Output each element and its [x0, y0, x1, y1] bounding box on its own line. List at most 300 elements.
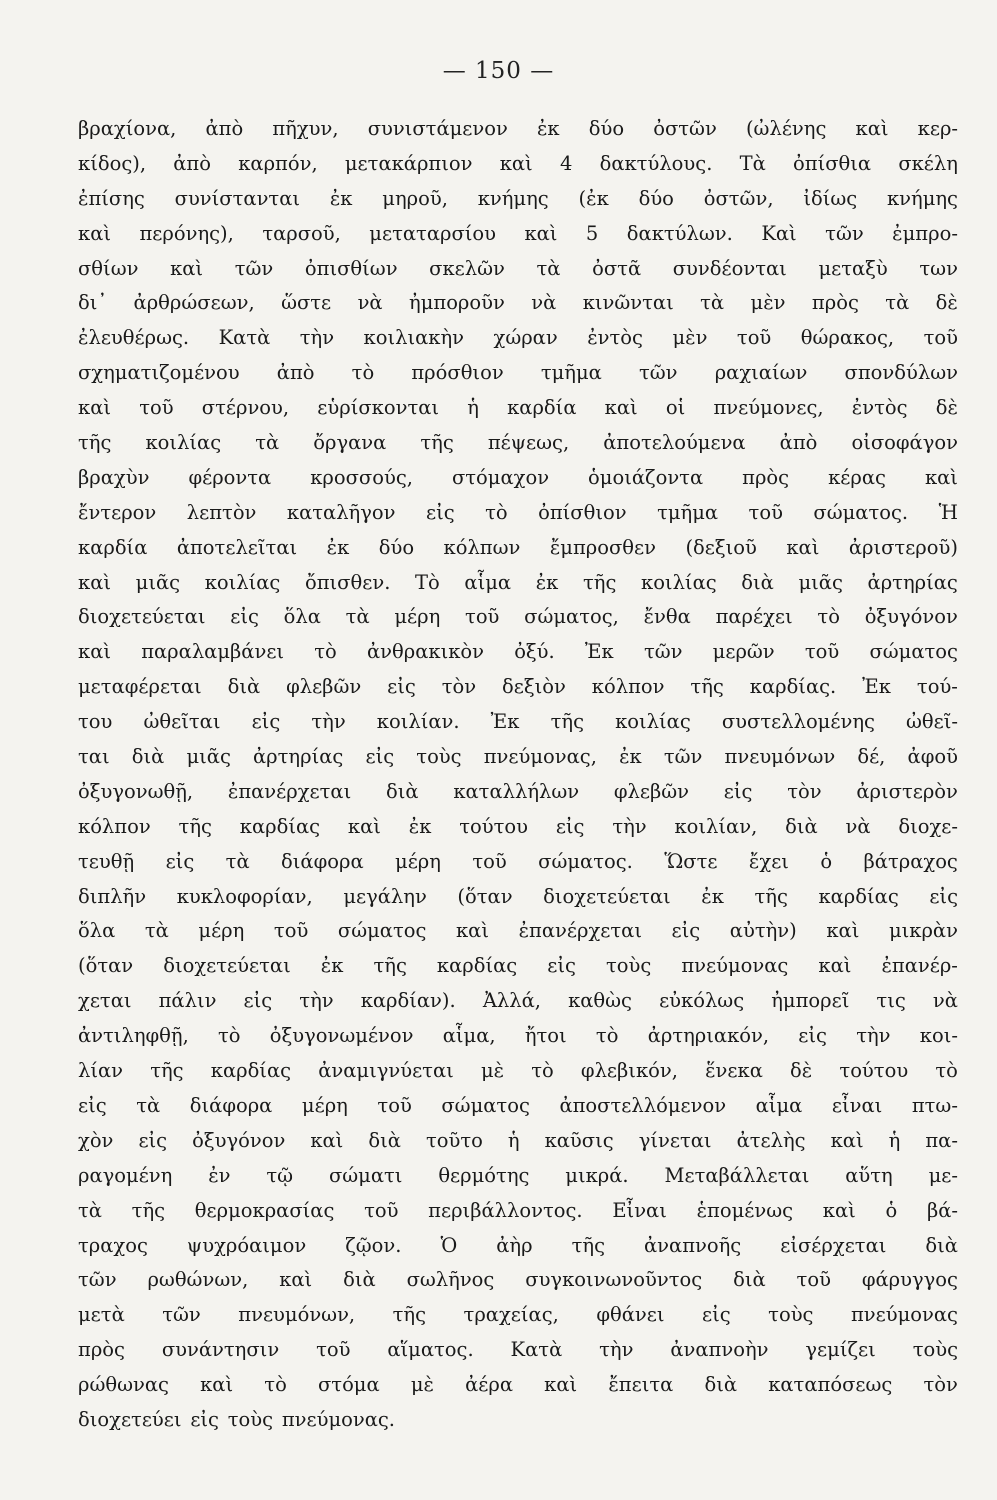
word: ἡ [888, 1128, 901, 1152]
word: καὶ [604, 396, 638, 420]
word: τούτου [459, 814, 528, 838]
word: δὲ [935, 396, 958, 420]
word: ὅλα [283, 605, 321, 629]
word: σχηματιζομένου [78, 361, 240, 385]
word: εἰς [555, 814, 585, 838]
word: τὸν [923, 1373, 958, 1397]
word: ἀρθρώσεων, [133, 291, 255, 315]
word: Καὶ [761, 221, 797, 245]
word: διὰ [925, 1233, 958, 1257]
word: κοι- [919, 1024, 958, 1048]
text-line [78, 531, 958, 566]
word: τοῦ [736, 326, 772, 350]
word: διοχε- [898, 814, 958, 838]
word: χὸν [78, 1128, 114, 1152]
word: ταρσοῦ, [262, 221, 341, 245]
word: σώματος. [538, 849, 633, 873]
word: κροσσούς, [310, 465, 413, 489]
text-line [78, 1368, 958, 1403]
word: ἤτοι [524, 1024, 567, 1048]
word: τις [876, 989, 906, 1013]
word: λεπτὸν [186, 500, 257, 524]
word: μικρά. [565, 1163, 629, 1187]
word: ἐκ [320, 954, 344, 978]
word: εἰς [251, 710, 281, 734]
word: μὲν [672, 326, 708, 350]
word: διάφορα [189, 1093, 273, 1117]
word: ρωθώνων, [147, 1268, 249, 1292]
word: Ἐκ [584, 640, 614, 664]
word: Ἡ [938, 500, 958, 524]
word: εἰς [798, 1024, 827, 1048]
word: τῆς [392, 1303, 427, 1327]
word: τοῦ [804, 640, 840, 664]
word: τὰ [536, 256, 561, 280]
word: ἀπὸ [205, 117, 244, 140]
word: τὰ [700, 291, 725, 315]
word: νὰ [357, 291, 383, 315]
word: εὑρίσκονται [317, 396, 440, 420]
word: εἰς [425, 500, 455, 524]
word: καρδίας [239, 814, 321, 838]
word: μεγάλην [343, 884, 427, 908]
word: κοιλίας [615, 710, 691, 734]
text-line [78, 1054, 958, 1089]
word: τῆς [754, 884, 788, 908]
word: τῶν [162, 1303, 201, 1327]
word: φέροντα [188, 465, 272, 489]
word: καρδίας. [749, 675, 837, 699]
word: ὠθεῖ- [906, 710, 958, 734]
word: τῆς [178, 814, 212, 838]
word: διὰ [386, 779, 419, 803]
word: ἀριστεροῦ) [848, 535, 958, 559]
word: θερμότης [438, 1163, 530, 1187]
word: καρπόν, [238, 151, 318, 175]
word: βάτραχος [863, 849, 958, 873]
word: οἱ [665, 396, 686, 420]
word: αὐτὴν) [729, 919, 797, 943]
word: μιᾶς [186, 745, 231, 769]
word: εἰς [547, 954, 576, 978]
word: πρόσθιον [411, 361, 504, 385]
word: καὶ [455, 919, 489, 943]
word: ὀστῶν, [703, 186, 774, 210]
word: μέρη [301, 1093, 348, 1117]
word: πνεύμονας, [483, 745, 597, 769]
text-line [78, 566, 958, 601]
word: με- [928, 1163, 958, 1187]
word: μηροῦ, [382, 186, 448, 210]
word: συνάντησιν [161, 1338, 280, 1362]
text-line [78, 286, 958, 321]
body-text [78, 112, 958, 1438]
text-line [78, 670, 958, 705]
word: δύο [588, 117, 625, 140]
word: δὲ [790, 1059, 813, 1083]
word: τὰ [345, 605, 370, 629]
word: πνεύμονας [850, 1303, 958, 1327]
word: ἀφοῦ [907, 745, 958, 769]
word: συνδέονται [672, 256, 787, 280]
text-line [78, 252, 958, 287]
word: καταλῆγον [286, 500, 396, 524]
word: (ὅταν [457, 884, 513, 908]
word: ἐκ [535, 570, 559, 594]
word: εἰς [78, 1093, 107, 1117]
word: ἀρτηρίας [867, 570, 958, 594]
word: (ἐκ [578, 186, 609, 210]
word: ἔμπροσθεν [549, 535, 656, 559]
word: δι᾿ [78, 291, 108, 315]
word: ἕνεκα [705, 1059, 763, 1083]
word: εἶναι [831, 1093, 883, 1117]
word: εἰς [243, 989, 273, 1013]
word: τὸ [595, 1024, 619, 1048]
word: ἀπὸ [779, 431, 818, 455]
word: ἀποτελεῖται [176, 535, 298, 559]
word: Κατὰ [510, 1338, 563, 1362]
word: ἐντὸς [587, 326, 643, 350]
word: σκελῶν [429, 256, 505, 280]
word: ἀρτηρίας [253, 745, 344, 769]
word: τῆς [78, 431, 112, 455]
word: βραχὺν [78, 465, 150, 489]
word: τῶν [638, 361, 678, 385]
word: Ἐκ [490, 710, 520, 734]
word: καὶ [78, 396, 112, 420]
word: τοὺς [768, 1303, 814, 1327]
word: καρδίαν). [360, 989, 456, 1013]
word: τῶν [234, 256, 274, 280]
word: ἐλευθέρως. [78, 326, 190, 350]
word: καὶ [347, 814, 381, 838]
word: ἐμπρο- [892, 221, 958, 245]
word: τὰ [136, 1093, 161, 1117]
word: τὴν [311, 710, 346, 734]
word: μετακάρπιον [344, 151, 473, 175]
word: διάφορα [281, 849, 364, 873]
word: παραλαμβάνει [141, 640, 285, 664]
word: χεται [78, 989, 132, 1013]
word: μιᾶς [798, 570, 843, 594]
word: ἀτελὴς [736, 1128, 806, 1152]
word: καὶ [830, 1128, 864, 1152]
word: τῶν [78, 1268, 117, 1292]
word: τὰ [885, 291, 910, 315]
word: εἰς [702, 1303, 731, 1327]
word: τούτου [839, 1059, 909, 1083]
word: τὴν [299, 326, 335, 350]
word: μεταφέρεται [78, 675, 202, 699]
word: τῆς [373, 954, 407, 978]
word: κοιλιακὴν [363, 326, 465, 350]
word: μεταξὺ [818, 256, 888, 280]
word: του [78, 710, 113, 734]
word: 5 [585, 221, 599, 245]
word: τῆς [571, 1233, 605, 1257]
word: τοῦ [139, 396, 174, 420]
word: Τὸ [415, 570, 440, 594]
text-line [78, 147, 958, 182]
word: τοῦ [465, 605, 500, 629]
word: σωλῆνος [406, 1268, 495, 1292]
word: των [919, 256, 958, 280]
word: γεμίζει [805, 1338, 876, 1362]
word: τοῦ [273, 919, 309, 943]
word: καὶ [310, 1128, 344, 1152]
word: καὶ [855, 117, 889, 140]
word: σώματος [337, 919, 427, 943]
word: διὰ [733, 1268, 766, 1292]
word: κοιλίας [145, 431, 222, 455]
word: σώματος [869, 640, 958, 664]
word: φλεβῶν [286, 675, 362, 699]
word: πνεύμονας. [281, 1407, 396, 1431]
word: ται [78, 745, 110, 769]
word: ἀνθρακικὸν [366, 640, 484, 664]
word: ραχιαίων [714, 361, 808, 385]
word: καὶ [78, 640, 112, 664]
word: φλεβικόν, [580, 1059, 678, 1083]
word: τὰ [78, 1198, 102, 1222]
word: μὲ [410, 1373, 434, 1397]
word: καὶ [200, 1373, 234, 1397]
word: ἀναμιγνύεται [318, 1059, 454, 1083]
word: τὰ [144, 919, 169, 943]
word: καὶ [279, 1268, 313, 1292]
word: συγκοινωνοῦντος [525, 1268, 703, 1292]
word: σώματι [328, 1163, 403, 1187]
text-line [78, 1403, 958, 1438]
word: (ὅταν [78, 954, 134, 978]
text-line [78, 356, 958, 391]
word: ἐκ [619, 745, 642, 769]
word: σπονδύλων [844, 361, 958, 385]
word: φάρυγγος [861, 1268, 958, 1292]
word: δὲ [935, 291, 958, 315]
word: φλεβῶν [613, 779, 690, 803]
word: νὰ [845, 814, 871, 838]
text-line [78, 880, 958, 915]
text-line [78, 810, 958, 845]
word: στόμα [317, 1373, 380, 1397]
word: νὰ [932, 989, 958, 1013]
word: τῆς [690, 675, 724, 699]
word: τὰ [255, 431, 280, 455]
word: ψυχρόαιμον [186, 1233, 307, 1257]
word: εἰσέρχεται [780, 1233, 887, 1257]
word: ἐκ [536, 117, 560, 140]
word: τὸ [351, 361, 375, 385]
word: ἀὴρ [496, 1233, 533, 1257]
word: ὄπισθεν. [304, 570, 391, 594]
word: θερμοκρασίας [194, 1198, 335, 1222]
word: καταλλήλων [453, 779, 580, 803]
word: κοιλίας [204, 570, 281, 594]
word: πέψεως, [487, 431, 570, 455]
word: μὲ [480, 1059, 505, 1083]
word: διὰ [741, 570, 774, 594]
word: (δεξιοῦ [685, 535, 757, 559]
word: τὸ [485, 500, 508, 524]
word: ὀξυγόνον [864, 605, 958, 629]
word: τοὺς [605, 954, 652, 978]
text-line [78, 984, 958, 1019]
word: μεταταρσίου [369, 221, 496, 245]
text-line [78, 635, 958, 670]
word: δύο [378, 535, 415, 559]
word: κινῶνται [582, 291, 674, 315]
word: ρώθωνας [78, 1373, 169, 1397]
word: ὀξυγόνον [192, 1128, 286, 1152]
text-line [78, 321, 958, 356]
word: εἰς [387, 675, 416, 699]
word: τοὺς [912, 1338, 958, 1362]
word: μέρη [394, 605, 441, 629]
word: τὴν [612, 814, 647, 838]
word: ἔπειτα [608, 1373, 674, 1397]
word: αὕτη [845, 1163, 893, 1187]
word: καρδίας [818, 884, 899, 908]
word: ἠμπορεῖ [771, 989, 850, 1013]
word: γίνεται [638, 1128, 712, 1152]
word: διὰ [131, 745, 165, 769]
word: τοῦ [364, 1198, 399, 1222]
word: οἰσοφάγον [851, 431, 958, 455]
text-line [78, 1333, 958, 1368]
word: αἵματος. [387, 1338, 474, 1362]
word: πρὸς [742, 465, 790, 489]
word: τού- [916, 675, 958, 699]
word: καὶ [924, 465, 958, 489]
word: κοιλίας [641, 570, 717, 594]
word: δεξιὸν [502, 675, 566, 699]
word: διὰ [343, 1268, 376, 1292]
word: σκέλη [898, 151, 958, 175]
word: τοῦ [748, 500, 783, 524]
text-line [78, 949, 958, 984]
word: διοχετεύεται [78, 605, 206, 629]
word: κόλπον [591, 675, 665, 699]
word: σθίων [78, 256, 139, 280]
word: καὶ [170, 256, 204, 280]
word: διὰ [368, 1128, 401, 1152]
word: εἰς [671, 919, 701, 943]
word: τὸ [817, 605, 840, 629]
text-line [78, 496, 958, 531]
word: τραχείας, [463, 1303, 559, 1327]
word: ὥστε [281, 291, 332, 315]
text-line [78, 426, 958, 461]
word: μερῶν [712, 640, 775, 664]
word: ἀπὸ [173, 151, 211, 175]
word: πῆχυν, [272, 117, 339, 140]
word: κόλπων [443, 535, 521, 559]
word: Ἀλλά, [482, 989, 541, 1013]
word: τῆς [582, 570, 617, 594]
word: Εἶναι [612, 1198, 667, 1222]
word: τμῆμα [657, 500, 719, 524]
word: τοῦ [316, 1338, 351, 1362]
word: διοχετεύεται [543, 884, 671, 908]
word: Ὥστε [664, 849, 718, 873]
word: σώματος. [813, 500, 909, 524]
word: μὲν [750, 291, 786, 315]
word: σώματος, [524, 605, 619, 629]
word: ἐντὸς [851, 396, 908, 420]
text-line [78, 112, 958, 147]
text-line [78, 845, 958, 880]
word: τοῦ [796, 1268, 831, 1292]
text-line [78, 740, 958, 775]
word: συνίστανται [174, 186, 301, 210]
word: τὴν [599, 1338, 634, 1362]
text-line [78, 1124, 958, 1159]
word: ἡ [507, 1128, 520, 1152]
word: 4 [559, 151, 573, 175]
word: εἰς [365, 745, 395, 769]
word: συνιστάμενον [367, 117, 508, 140]
word: εἰς [230, 605, 259, 629]
word: καρδία [507, 396, 577, 420]
word: ἔντερον [78, 500, 157, 524]
word: καὶ [818, 954, 852, 978]
word: χώραν [493, 326, 558, 350]
word: ὄργανα [313, 431, 387, 455]
word: τῆς [550, 710, 584, 734]
word: τῶν [825, 221, 864, 245]
word: καὶ [78, 570, 112, 594]
word: εἰς [723, 779, 753, 803]
word: συστελλομένης [721, 710, 875, 734]
word: ἐπανέρ- [881, 954, 958, 978]
word: καρδίας [436, 954, 518, 978]
word: κίδος), [78, 151, 147, 175]
text-line [78, 1229, 958, 1264]
word: δακτύλους. [599, 151, 713, 175]
word: τοὺς [227, 1407, 274, 1431]
word: λίαν [78, 1059, 124, 1083]
word: εἰς [929, 884, 958, 908]
word: ἀποστελλόμενον [559, 1093, 727, 1117]
word: τῆς [150, 1059, 184, 1083]
word: ὁμοιάζοντα [588, 465, 704, 489]
word: στέρνου, [201, 396, 290, 420]
word: πρὸς [811, 291, 859, 315]
word: τὸν [787, 779, 822, 803]
word: καὶ [499, 151, 533, 175]
word: τοῦτο [425, 1128, 483, 1152]
word: ἀρτηριακόν, [647, 1024, 770, 1048]
word: Τὰ [739, 151, 766, 175]
word: ὠθεῖται [143, 710, 221, 734]
word: δακτύλων. [626, 221, 733, 245]
word: καῦσις [544, 1128, 614, 1152]
word: τῆς [131, 1198, 166, 1222]
word: πνευμόνων, [238, 1303, 356, 1327]
word: πνευμόνων [724, 745, 836, 769]
text-line [78, 1019, 958, 1054]
word: ὀπισθίων [304, 256, 398, 280]
word: παρέχει [715, 605, 793, 629]
word: ὀξυγονωμένον [269, 1024, 414, 1048]
word: καταπόσεως [768, 1373, 893, 1397]
word: τῶν [663, 745, 703, 769]
word: ἐκ [408, 814, 432, 838]
word: στόμαχον [451, 465, 550, 489]
word: ἔχει [748, 849, 789, 873]
